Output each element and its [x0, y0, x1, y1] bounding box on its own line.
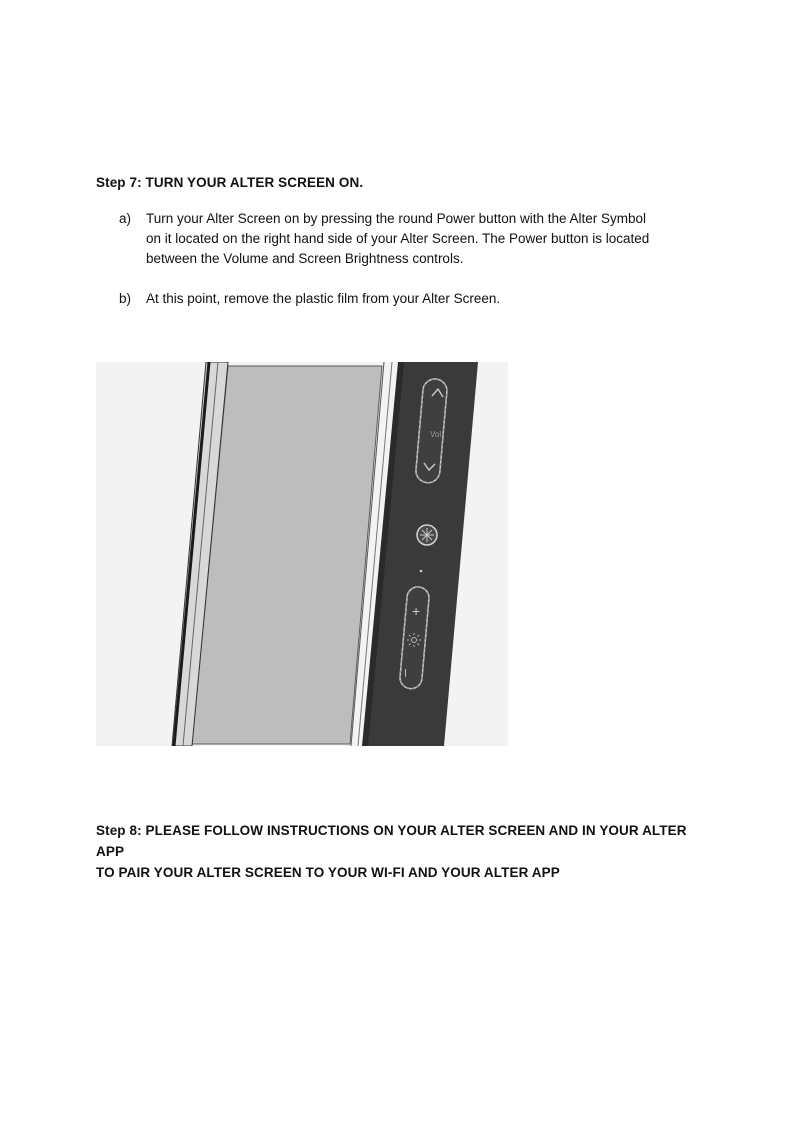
indicator-dot	[420, 570, 423, 573]
brightness-plus: +	[412, 603, 421, 619]
step8-line-1: Step 8: PLEASE FOLLOW INSTRUCTIONS ON YOUR ALTER SCREEN AND IN YOUR ALTER APP	[96, 823, 687, 859]
step7-heading: Step 7: TURN YOUR ALTER SCREEN ON.	[96, 175, 364, 190]
item-b-line-1: At this point, remove the plastic film from your Alter Screen.	[146, 291, 501, 306]
list-marker: a)	[119, 211, 132, 226]
list-marker: b)	[119, 291, 132, 306]
step8-heading	[96, 820, 716, 883]
step8-line-2: TO PAIR YOUR ALTER SCREEN TO YOUR WI-FI AND YOUR ALTER APP	[96, 865, 560, 880]
step7-item-b	[119, 289, 719, 309]
alter-screen-side-illustration	[96, 362, 508, 746]
alter-symbol	[420, 528, 434, 542]
step7-item-a	[119, 209, 719, 269]
brightness-minus: –	[399, 669, 415, 677]
item-a-line-3: between the Volume and Screen Brightness controls.	[146, 251, 464, 266]
volume-label: Vol	[430, 430, 442, 439]
item-a-line-2: on it located on the right hand side of your Alter Screen. The Power button is located	[146, 231, 650, 246]
item-a-line-1: Turn your Alter Screen on by pressing the round Power button with the Alter Symbol	[146, 211, 647, 226]
